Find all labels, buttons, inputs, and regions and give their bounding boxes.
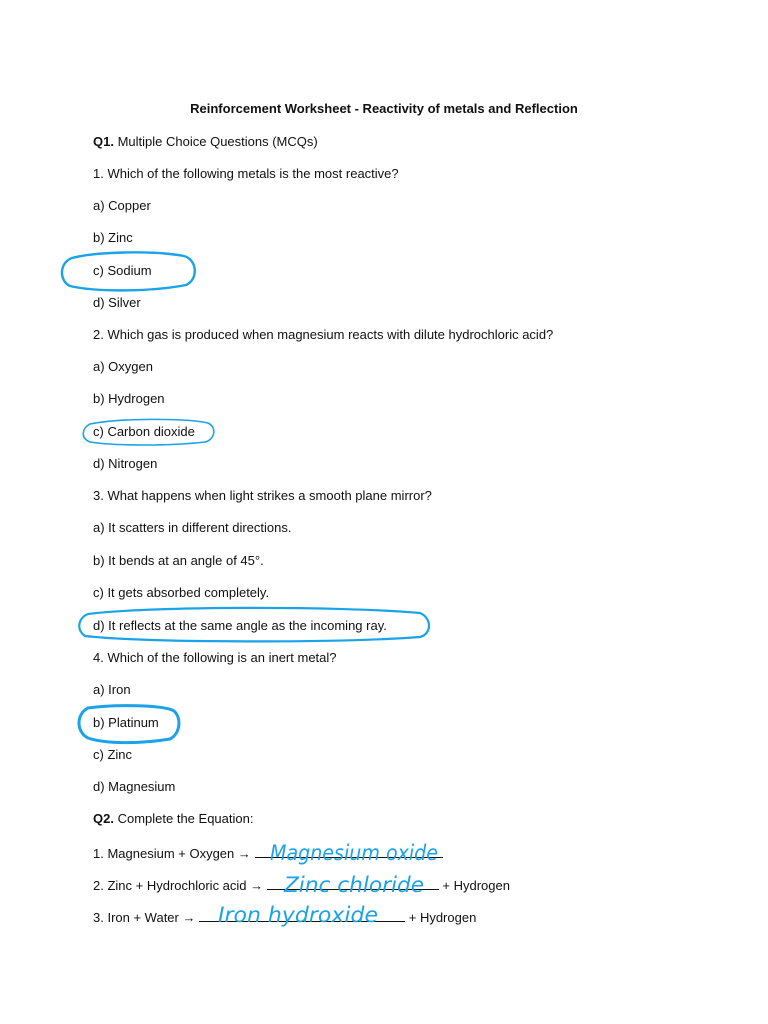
equation-1-answer: Magnesium oxide	[270, 841, 438, 865]
question-3: 3. What happens when light strikes a smooth plane mirror?	[93, 488, 432, 503]
equation-3-prefix: 3. Iron + Water →	[93, 910, 196, 925]
question-1: 1. Which of the following metals is the most reactive?	[93, 166, 399, 181]
q1-option-d: d) Silver	[93, 295, 141, 310]
q4-option-a: a) Iron	[93, 682, 131, 697]
q1-label: Q1.	[93, 134, 114, 149]
q2-label: Q2.	[93, 811, 114, 826]
q2-heading-text: Complete the Equation:	[117, 811, 254, 826]
q2-option-d: d) Nitrogen	[93, 456, 158, 471]
q4-option-b: b) Platinum	[93, 715, 159, 730]
equation-2-answer: Zinc chloride	[282, 873, 424, 897]
q4-option-d: d) Magnesium	[93, 779, 176, 794]
equation-3-answer: Iron hydroxide	[218, 903, 378, 927]
q3-option-a: a) It scatters in different directions.	[93, 520, 292, 535]
circle-q3-answer	[79, 608, 429, 642]
q3-option-d: d) It reflects at the same angle as the incoming ray.	[93, 618, 387, 633]
q1-option-c: c) Sodium	[93, 263, 152, 278]
q1-option-a: a) Copper	[93, 198, 151, 213]
q1-heading-text: Multiple Choice Questions (MCQs)	[117, 134, 318, 149]
circle-q4-answer	[79, 706, 179, 743]
q2-option-b: b) Hydrogen	[93, 391, 165, 406]
q2-option-a: a) Oxygen	[93, 359, 153, 374]
circle-q2-answer	[83, 419, 214, 445]
question-4: 4. Which of the following is an inert metal?	[93, 650, 337, 665]
page-title: Reinforcement Worksheet - Reactivity of metals and Reflection	[190, 101, 578, 116]
equation-1-prefix: 1. Magnesium + Oxygen →	[93, 846, 251, 861]
q2-option-c: c) Carbon dioxide	[93, 424, 195, 439]
q3-option-c: c) It gets absorbed completely.	[93, 585, 270, 600]
equation-3-suffix: + Hydrogen	[408, 910, 477, 925]
q4-option-c: c) Zinc	[93, 747, 132, 762]
equation-2-prefix: 2. Zinc + Hydrochloric acid →	[93, 878, 264, 893]
q3-option-b: b) It bends at an angle of 45°.	[93, 553, 264, 568]
equation-2-suffix: + Hydrogen	[442, 878, 510, 893]
question-2: 2. Which gas is produced when magnesium reacts with dilute hydrochloric acid?	[93, 327, 554, 342]
circle-q1-answer	[62, 252, 195, 290]
q1-option-b: b) Zinc	[93, 230, 133, 245]
